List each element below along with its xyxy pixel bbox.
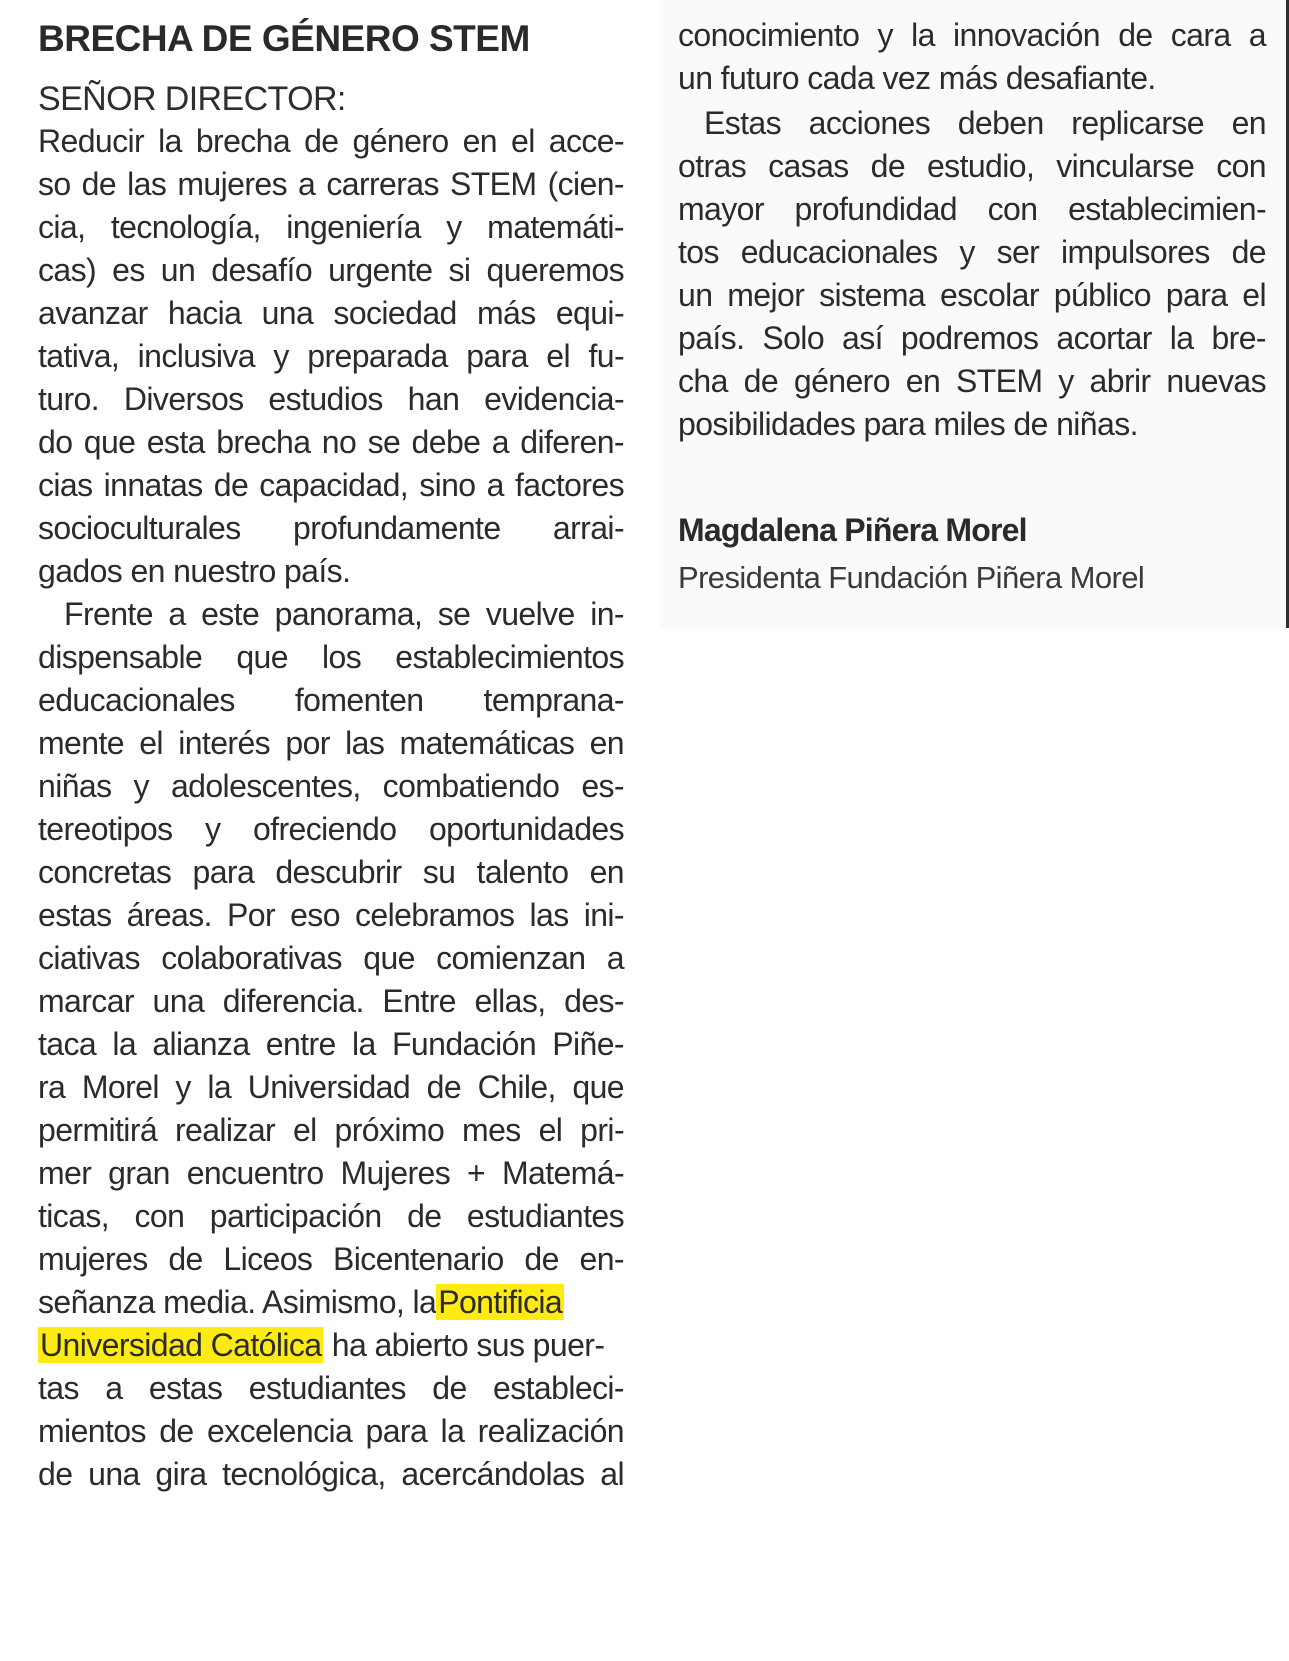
body-line: tativa, inclusiva y preparada para el fu- bbox=[38, 338, 624, 374]
body-line: un futuro cada vez más desafiante. bbox=[678, 60, 1156, 96]
body-line: ticas, con participación de estudiantes bbox=[38, 1198, 624, 1234]
body-line: otras casas de estudio, vincularse con bbox=[678, 148, 1266, 184]
body-line: de una gira tecnológica, acercándolas al bbox=[38, 1456, 624, 1492]
body-line: dispensable que los establecimientos bbox=[38, 639, 624, 675]
signature-title: Presidenta Fundación Piñera Morel bbox=[678, 560, 1145, 595]
body-line: estas áreas. Por eso celebramos las ini- bbox=[38, 897, 624, 933]
body-line bbox=[38, 1279, 624, 1325]
body-line: avanzar hacia una sociedad más equi- bbox=[38, 295, 624, 331]
body-line: mayor profundidad con establecimien- bbox=[678, 191, 1266, 227]
headline: BRECHA DE GÉNERO STEM bbox=[38, 18, 530, 59]
body-line: socioculturales profundamente arrai- bbox=[38, 510, 624, 546]
body-line: tas a estas estudiantes de estableci- bbox=[38, 1370, 624, 1406]
body-line: cias innatas de capacidad, sino a factores bbox=[38, 467, 624, 503]
body-line: mer gran encuentro Mujeres + Matemá- bbox=[38, 1155, 624, 1191]
body-line: ciativas colaborativas que comienzan a bbox=[38, 940, 624, 976]
highlighted-institution-name: Pontificia bbox=[438, 1284, 563, 1320]
body-line: taca la alianza entre la Fundación Piñe- bbox=[38, 1026, 624, 1062]
body-line: cha de género en STEM y abrir nuevas bbox=[678, 363, 1266, 399]
body-line: gados en nuestro país. bbox=[38, 553, 351, 589]
salutation: SEÑOR DIRECTOR: bbox=[38, 80, 346, 118]
body-line: cas) es un desafío urgente si queremos bbox=[38, 252, 624, 288]
body-line: tos educacionales y ser impulsores de bbox=[678, 234, 1266, 270]
body-line: conocimiento y la innovación de cara a bbox=[678, 17, 1266, 53]
body-line: cia, tecnología, ingeniería y matemáti- bbox=[38, 209, 624, 245]
body-line: do que esta brecha no se debe a diferen- bbox=[38, 424, 624, 460]
body-line: tereotipos y ofreciendo oportunidades bbox=[38, 811, 624, 847]
body-text: señanza media. Asimismo, la bbox=[38, 1284, 437, 1320]
body-line: permitirá realizar el próximo mes el pri- bbox=[38, 1112, 624, 1148]
body-line: mientos de excelencia para la realización bbox=[38, 1413, 624, 1449]
body-line: so de las mujeres a carreras STEM (cien- bbox=[38, 166, 624, 202]
body-line: ra Morel y la Universidad de Chile, que bbox=[38, 1069, 624, 1105]
body-line: niñas y adolescentes, combatiendo es- bbox=[38, 768, 624, 804]
signature-name: Magdalena Piñera Morel bbox=[678, 512, 1027, 548]
body-line: turo. Diversos estudios han evidencia- bbox=[38, 381, 624, 417]
body-line: Reducir la brecha de género en el acce- bbox=[38, 123, 624, 159]
body-line: mujeres de Liceos Bicentenario de en- bbox=[38, 1241, 624, 1277]
body-line: país. Solo así podremos acortar la bre- bbox=[678, 320, 1266, 356]
body-line: posibilidades para miles de niñas. bbox=[678, 406, 1138, 442]
body-line: mente el interés por las matemáticas en bbox=[38, 725, 624, 761]
body-line bbox=[38, 1322, 624, 1368]
highlighted-institution-name: Universidad Católica bbox=[40, 1327, 322, 1363]
body-line: concretas para descubrir su talento en bbox=[38, 854, 624, 890]
body-text: ha abierto sus puer- bbox=[323, 1327, 605, 1363]
body-line: Estas acciones deben replicarse en bbox=[704, 105, 1266, 141]
body-line: educacionales fomenten temprana- bbox=[38, 682, 624, 718]
body-line: marcar una diferencia. Entre ellas, des- bbox=[38, 983, 624, 1019]
body-line: Frente a este panorama, se vuelve in- bbox=[64, 596, 624, 632]
body-line: un mejor sistema escolar público para el bbox=[678, 277, 1266, 313]
